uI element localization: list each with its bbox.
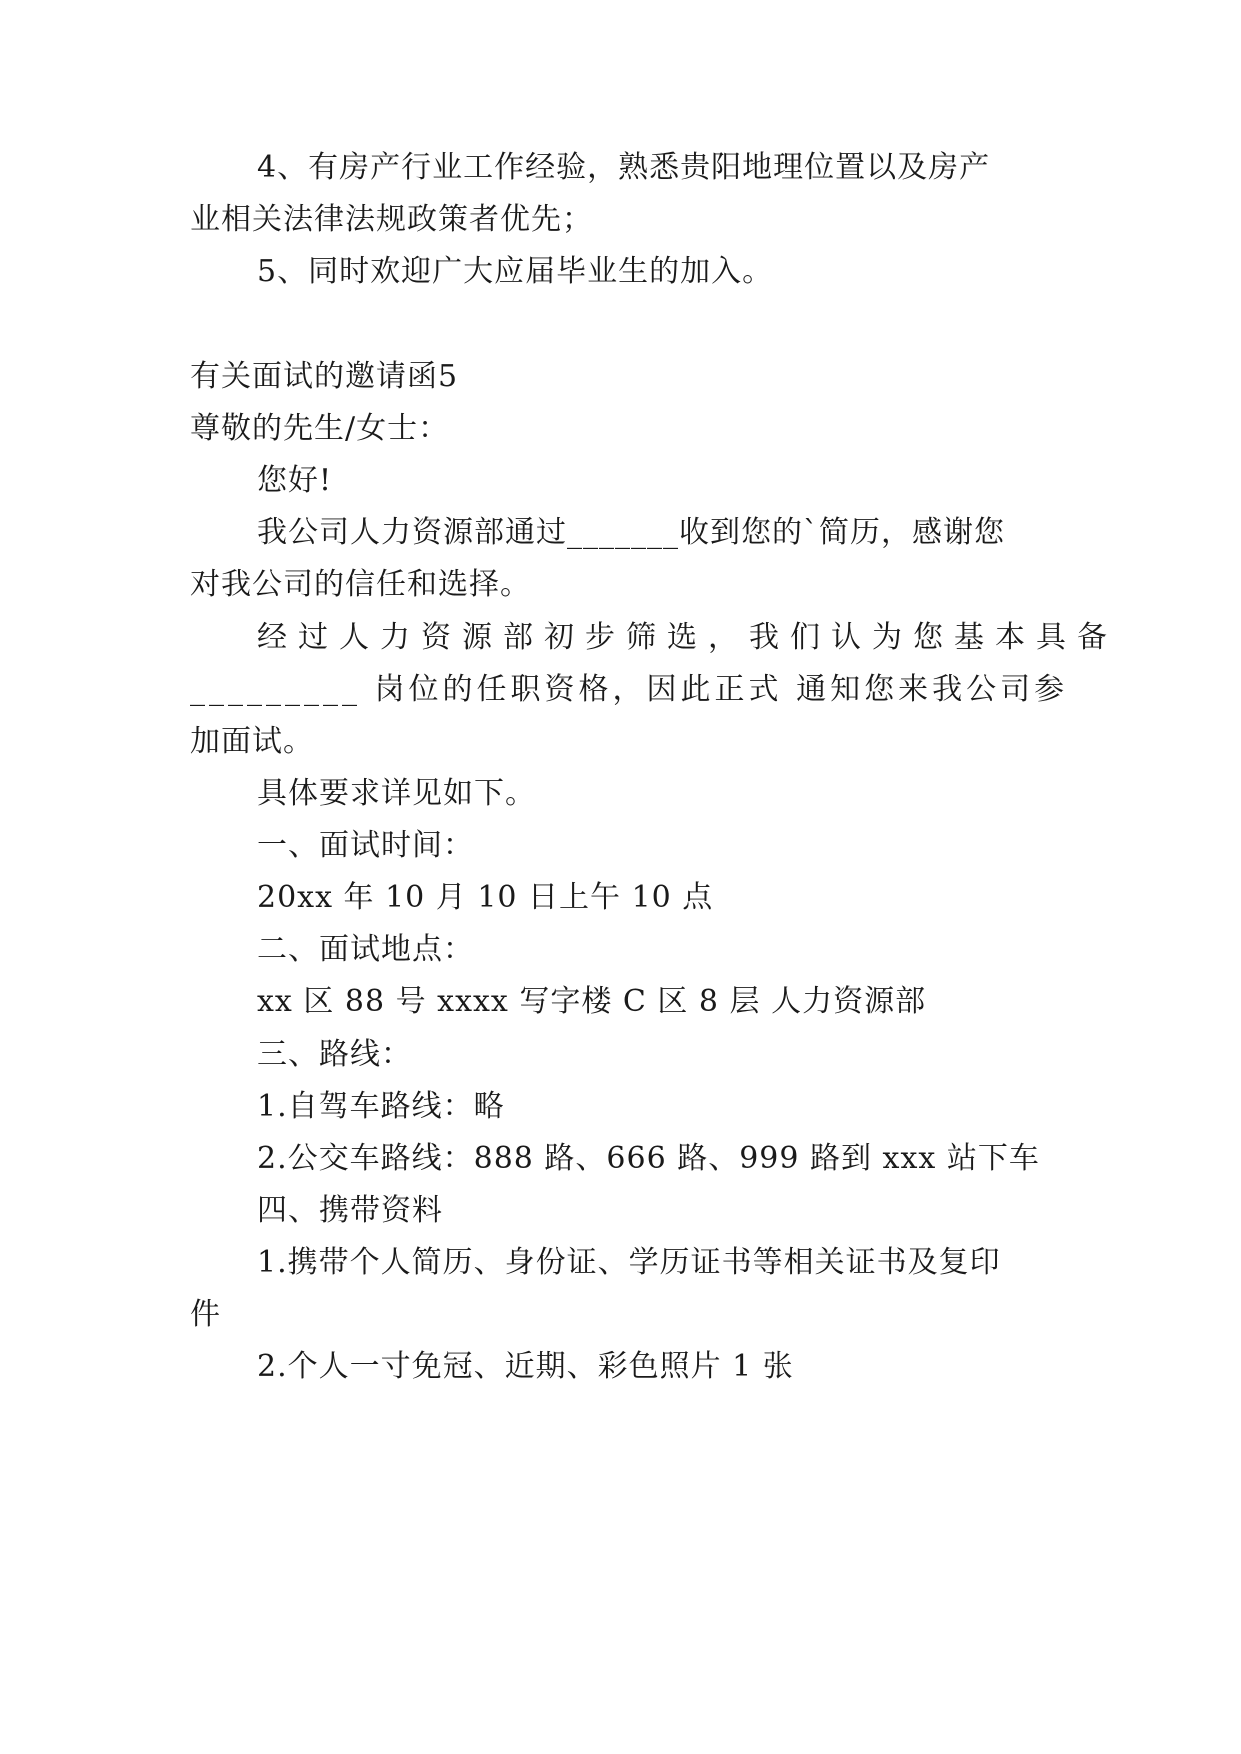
list-item-4-line-1: 4、有房产行业工作经验，熟悉贵阳地理位置以及房产 <box>257 150 991 185</box>
paragraph-2-line-1: 经过人力资源部初步筛选，我们认为您基本具备 <box>257 620 1118 655</box>
list-item-5: 5、同时欢迎广大应届毕业生的加入。 <box>257 254 774 289</box>
list-item-4-line-2: 业相关法律法规政策者优先； <box>190 202 593 237</box>
section-1-heading: 一、面试时间： <box>257 828 474 863</box>
material-2: 2.个人一寸免冠、近期、彩色照片 1 张 <box>257 1349 794 1384</box>
letter-salutation: 尊敬的先生/女士： <box>190 411 450 446</box>
section-2-heading: 二、面试地点： <box>257 932 474 967</box>
paragraph-1-line-1: 我公司人力资源部通过_______收到您的`简历，感谢您 <box>257 515 1005 550</box>
details-intro: 具体要求详见如下。 <box>257 776 536 811</box>
section-3-heading: 三、路线： <box>257 1037 412 1072</box>
letter-title: 有关面试的邀请函5 <box>190 359 459 394</box>
interview-location: xx 区 88 号 xxxx 写字楼 C 区 8 层 人力资源部 <box>257 984 927 1019</box>
material-1-line-2: 件 <box>190 1297 221 1332</box>
route-bus: 2.公交车路线：888 路、666 路、999 路到 xxx 站下车 <box>257 1141 1040 1176</box>
paragraph-2-line-3: 加面试。 <box>190 724 314 759</box>
paragraph-2-line-2: _________ 岗位的任职资格，因此正式 通知您来我公司参 <box>190 672 1069 707</box>
route-driving: 1.自驾车路线：略 <box>257 1089 505 1124</box>
paragraph-1-line-2: 对我公司的信任和选择。 <box>190 567 531 602</box>
section-4-heading: 四、携带资料 <box>257 1193 443 1228</box>
material-1-line-1: 1.携带个人简历、身份证、学历证书等相关证书及复印 <box>257 1245 1001 1280</box>
letter-greeting: 您好! <box>257 463 333 498</box>
interview-time: 20xx 年 10 月 10 日上午 10 点 <box>257 880 714 915</box>
